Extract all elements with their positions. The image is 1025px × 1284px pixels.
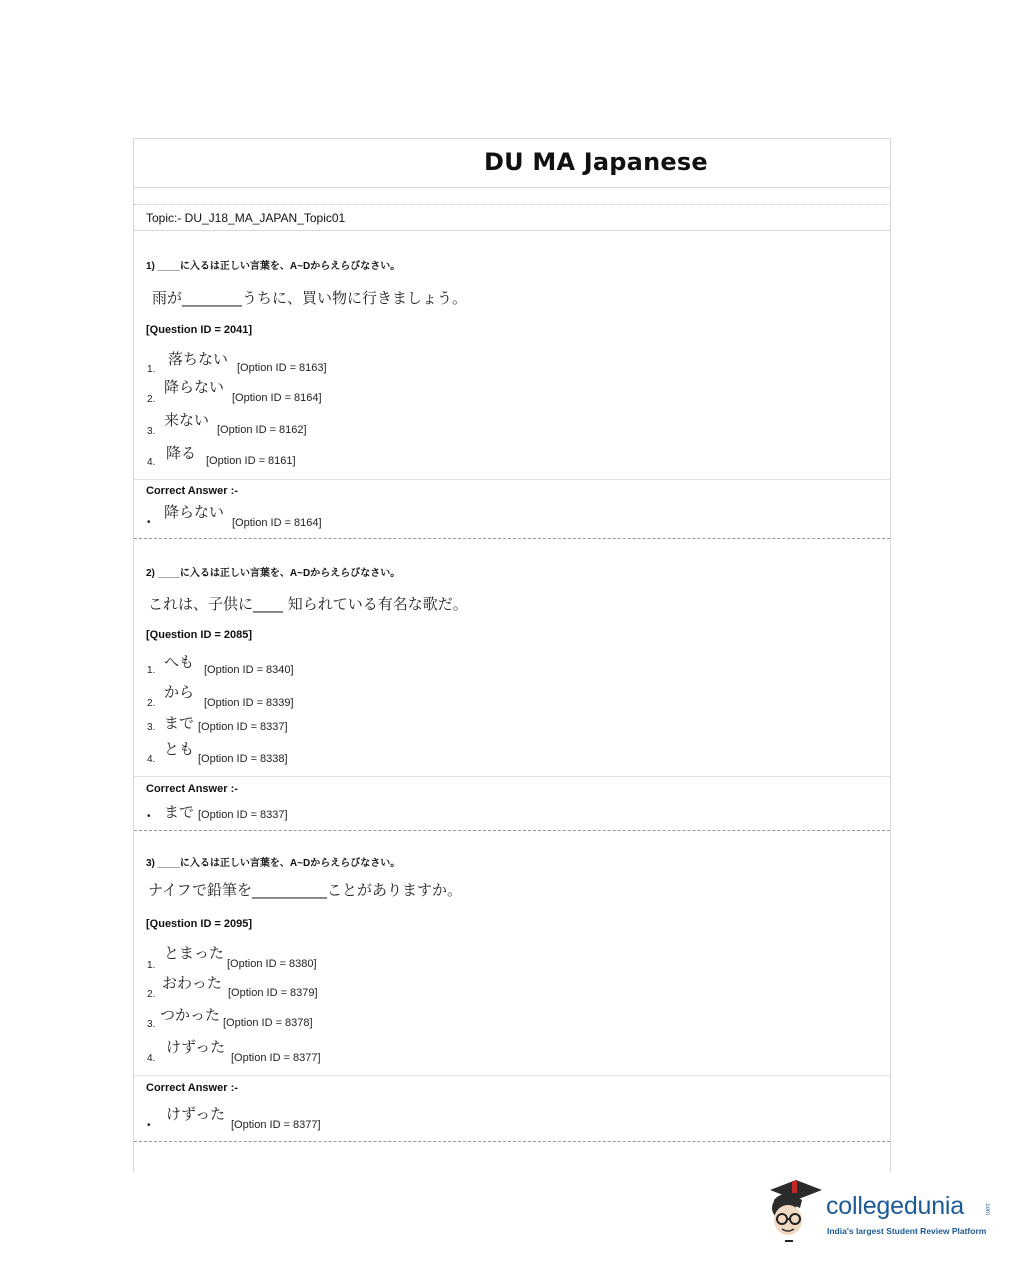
answer-option-id: [Option ID = 8164]	[232, 517, 322, 529]
option-number: 3.	[147, 426, 156, 437]
option-number: 1.	[147, 364, 156, 375]
question-sentence: 雨が________うちに、買い物に行きましょう。	[152, 289, 468, 307]
option-text: けずった	[166, 1038, 226, 1056]
question-id: [Question ID = 2041]	[146, 324, 253, 336]
option-number: 4.	[147, 457, 156, 468]
title-row	[134, 139, 890, 188]
brand-tagline: India's largest Student Review Platform	[827, 1226, 987, 1236]
question-number: 3)	[146, 858, 155, 869]
question-block	[134, 231, 890, 538]
answer-text: けずった	[166, 1105, 226, 1123]
answer-bullet: •	[147, 811, 151, 822]
option-number: 2.	[147, 989, 156, 1000]
collegedunia-logo	[766, 1178, 992, 1248]
option-number: 3.	[147, 722, 156, 733]
brand-suffix: .com	[984, 1202, 990, 1216]
option-id: [Option ID = 8162]	[217, 424, 307, 436]
topic-row	[134, 205, 890, 231]
option-number: 2.	[147, 698, 156, 709]
answer-option-id: [Option ID = 8337]	[198, 809, 288, 821]
question-sentence: ナイフで鉛筆を__________ことがありますか。	[148, 881, 462, 899]
question-instruction	[146, 564, 400, 579]
question-sentence: これは、子供に____ 知られている有名な歌だ。	[148, 595, 468, 613]
correct-answer-label: Correct Answer :-	[146, 485, 238, 497]
option-id: [Option ID = 8377]	[231, 1052, 321, 1064]
option-id: [Option ID = 8164]	[232, 392, 322, 404]
question-instruction	[146, 854, 400, 869]
option-text: 来ない	[164, 411, 210, 429]
option-id: [Option ID = 8379]	[228, 987, 318, 999]
option-number: 4.	[147, 754, 156, 765]
option-id: [Option ID = 8163]	[237, 362, 327, 374]
option-id: [Option ID = 8380]	[227, 958, 317, 970]
correct-answer-label: Correct Answer :-	[146, 1082, 238, 1094]
topic-label: Topic:- DU_J18_MA_JAPAN_Topic01	[146, 211, 346, 225]
option-id: [Option ID = 8378]	[223, 1017, 313, 1029]
option-number: 1.	[147, 960, 156, 971]
divider	[134, 776, 890, 777]
option-text: つかった	[160, 1006, 221, 1024]
instruction-text: ____に入るは正しい言葉を、A~Dからえらびなさい。	[157, 858, 401, 869]
divider	[134, 1075, 890, 1076]
option-text: とまった	[164, 944, 225, 962]
question-paper-sheet	[133, 138, 891, 1172]
option-id: [Option ID = 8338]	[198, 753, 288, 765]
option-number: 2.	[147, 394, 156, 405]
option-text: 降る	[166, 444, 197, 462]
option-id: [Option ID = 8340]	[204, 664, 294, 676]
instruction-text: ____に入るは正しい言葉を、A~Dからえらびなさい。	[157, 568, 401, 579]
instruction-text: ____に入るは正しい言葉を、A~Dからえらびなさい。	[157, 261, 401, 272]
spacer-row	[134, 188, 890, 205]
option-number: 4.	[147, 1053, 156, 1064]
answer-text: まで	[164, 803, 195, 821]
option-text: へも	[164, 653, 195, 671]
option-text: から	[164, 683, 195, 701]
option-text: 降らない	[164, 378, 225, 396]
question-separator	[134, 1141, 890, 1142]
option-text: おわった	[162, 974, 222, 992]
option-number: 1.	[147, 665, 156, 676]
mascot-icon	[766, 1178, 824, 1248]
answer-text: 降らない	[164, 503, 225, 521]
question-block	[134, 830, 890, 1141]
question-id: [Question ID = 2085]	[146, 629, 253, 641]
option-text: まで	[164, 714, 195, 732]
answer-bullet: •	[147, 1120, 151, 1131]
brand-name: collegedunia	[826, 1192, 964, 1220]
option-number: 3.	[147, 1019, 156, 1030]
option-id: [Option ID = 8161]	[206, 455, 296, 467]
question-instruction	[146, 257, 400, 272]
page-title: DU MA Japanese	[484, 148, 708, 176]
question-number: 1)	[146, 261, 155, 272]
option-text: 落ちない	[168, 350, 229, 368]
option-id: [Option ID = 8337]	[198, 721, 288, 733]
answer-bullet: •	[147, 517, 151, 528]
option-id: [Option ID = 8339]	[204, 697, 294, 709]
question-block	[134, 538, 890, 830]
answer-option-id: [Option ID = 8377]	[231, 1119, 321, 1131]
correct-answer-label: Correct Answer :-	[146, 783, 238, 795]
question-id: [Question ID = 2095]	[146, 918, 253, 930]
question-number: 2)	[146, 568, 155, 579]
option-text: とも	[164, 740, 195, 758]
divider	[134, 479, 890, 480]
